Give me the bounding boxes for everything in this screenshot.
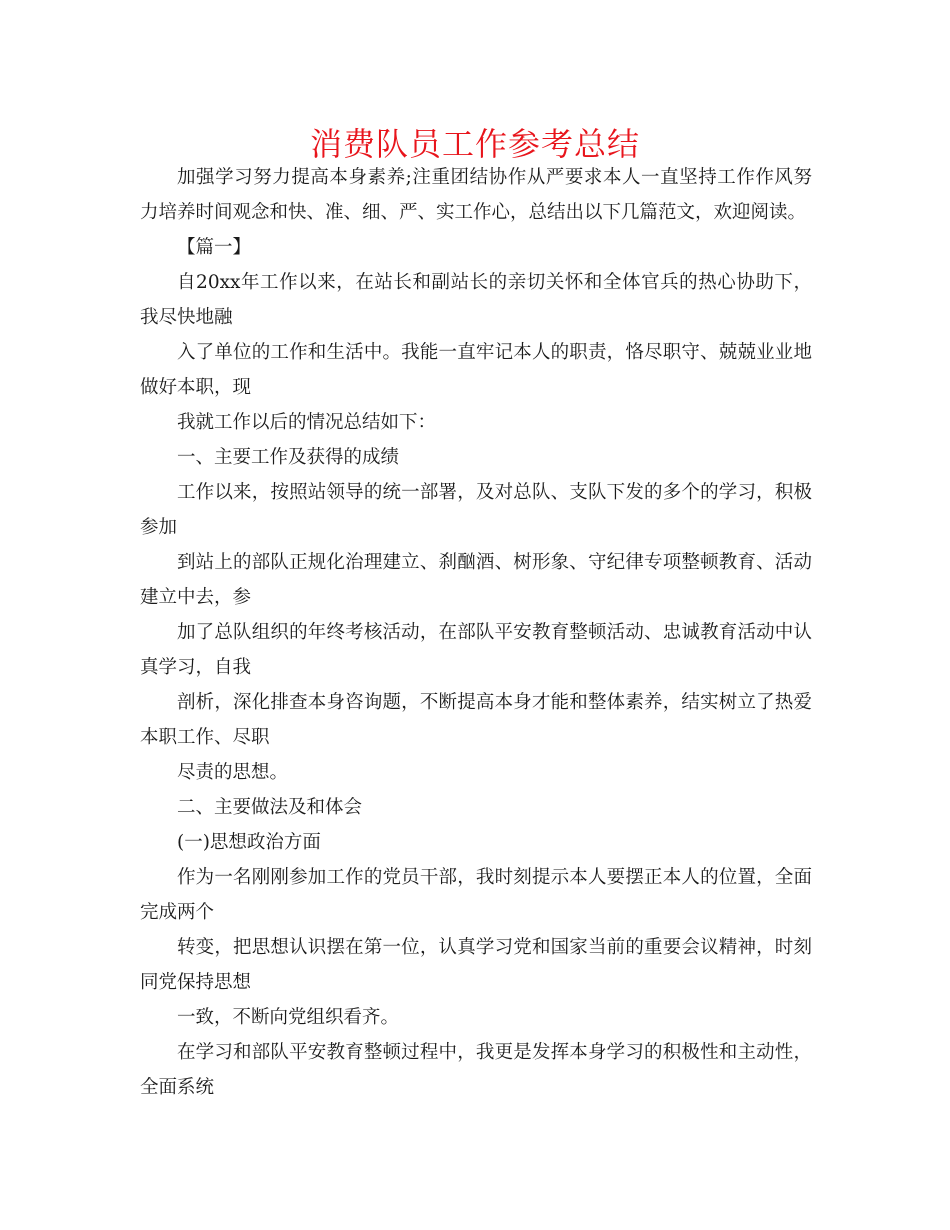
paragraph: 作为一名刚刚参加工作的党员干部，我时刻提示本人要摆正本人的位置，全面完成两个	[140, 867, 812, 923]
paragraph: 工作以来，按照站领导的统一部署，及对总队、支队下发的多个的学习，积极参加	[140, 482, 812, 538]
paragraph: 剖析，深化排查本身咨询题，不断提高本身才能和整体素养，结实树立了热爱本职工作、尽职	[140, 692, 812, 748]
section-heading: 二、主要做法及和体会	[177, 797, 363, 818]
section-heading-part-one: 【篇一】	[177, 237, 252, 258]
document-body	[140, 160, 812, 1105]
paragraph: 一致，不断向党组织看齐。	[177, 1007, 400, 1028]
paragraph: 自20xx年工作以来，在站长和副站长的亲切关怀和全体官兵的热心协助下，我尽快地融	[140, 272, 812, 328]
paragraph: 到站上的部队正规化治理建立、刹酗酒、树形象、守纪律专项整顿教育、活动建立中去，参	[140, 552, 812, 608]
paragraph: 我就工作以后的情况总结如下：	[177, 412, 437, 433]
paragraph: 转变，把思想认识摆在第一位，认真学习党和国家当前的重要会议精神，时刻同党保持思想	[140, 937, 812, 993]
paragraph: 入了单位的工作和生活中。我能一直牢记本人的职责，恪尽职守、兢兢业业地做好本职，现	[140, 342, 812, 398]
paragraph: 在学习和部队平安教育整顿过程中，我更是发挥本身学习的积极性和主动性，全面系统	[140, 1042, 812, 1098]
paragraph: 加了总队组织的年终考核活动，在部队平安教育整顿活动、忠诚教育活动中认真学习，自我	[140, 622, 812, 678]
subsection-heading: (一)思想政治方面	[177, 832, 321, 853]
document-title: 消费队员工作参考总结	[309, 125, 640, 163]
paragraph-intro: 加强学习努力提高本身素养;注重团结协作从严要求本人一直坚持工作作风努力培养时间观念和快、准、细、严、实工作心，总结出以下几篇范文，欢迎阅读。	[140, 167, 812, 223]
paragraph: 尽责的思想。	[177, 762, 289, 783]
section-heading: 一、主要工作及获得的成绩	[177, 447, 400, 468]
